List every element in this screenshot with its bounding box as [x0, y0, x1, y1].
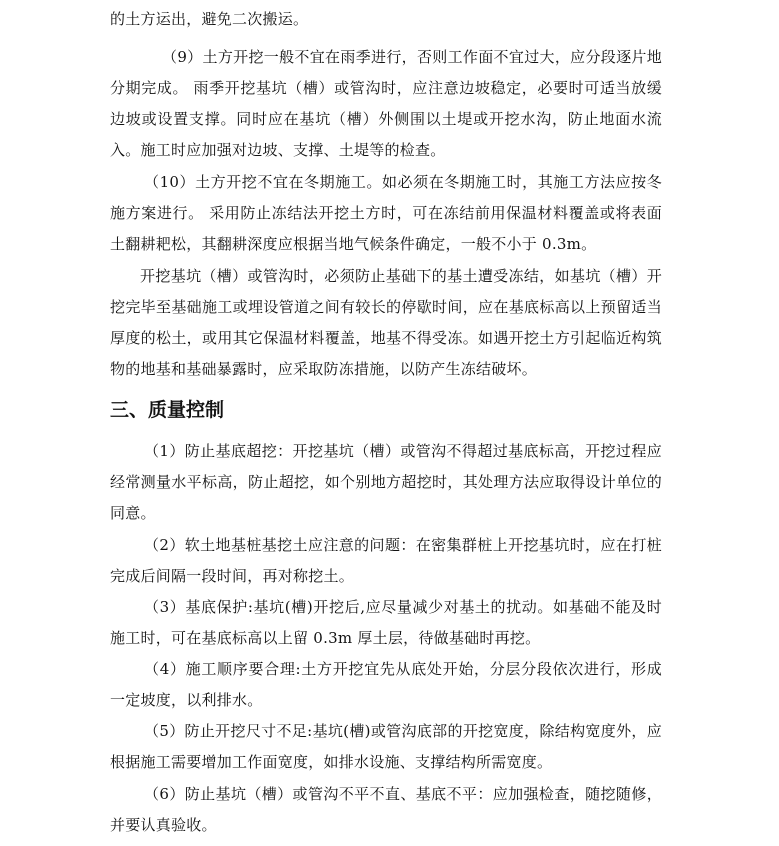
section-heading-quality-control: 三、质量控制: [110, 399, 225, 421]
quality-item-2: （2）软土地基桩基挖土应注意的问题：在密集群桩上开挖基坑时，应在打桩完成后间隔一段时间，再对称挖土。: [110, 536, 662, 585]
quality-item-1: （1）防止基底超挖：开挖基坑（槽）或管沟不得超过基底标高，开挖过程应经常测量水平标高，防止超挖，如个别地方超挖时，其处理方法应取得设计单位的同意。: [110, 442, 662, 522]
quality-item-3: （3）基底保护:基坑(槽)开挖后,应尽量减少对基土的扰动。如基础不能及时施工时，可在基底标高以上留 0.3m 厚土层，待做基础时再挖。: [110, 598, 662, 647]
paragraph-winter-note: 开挖基坑（槽）或管沟时，必须防止基础下的基土遭受冻结，如基坑（槽）开挖完毕至基础施工或埋设管道之间有较长的停歇时间，应在基底标高以上预留适当厚度的松土，或用其它保温材料覆盖，地基不得受冻。如遇开挖土方引起临近构筑物的地基和基础暴露时，应采取防冻措施，以防产生冻结破坏。: [110, 267, 662, 378]
quality-item-5: （5）防止开挖尺寸不足:基坑(槽)或管沟底部的开挖宽度，除结构宽度外，应根据施工需要增加工作面宽度，如排水设施、支撑结构所需宽度。: [110, 722, 662, 771]
quality-item-4: （4）施工顺序要合理:土方开挖宜先从底处开始，分层分段依次进行，形成一定坡度，以利排水。: [110, 660, 662, 709]
paragraph-item-10: （10）土方开挖不宜在冬期施工。如必须在冬期施工时，其施工方法应按冬施方案进行。 采用防止冻结法开挖土方时，可在冻结前用保温材料覆盖或将表面土翻耕耙松，其翻耕深度应根据当地气候条件确定，一般不小于 0.3m。: [110, 173, 662, 253]
paragraph-item-9: （9）土方开挖一般不宜在雨季进行，否则工作面不宜过大，应分段逐片地分期完成。 雨季开挖基坑（槽）或管沟时，应注意边坡稳定，必要时可适当放缓边坡或设置支撑。同时应在基坑（槽）外侧围以土堤或开挖水沟，防止地面水流入。施工时应加强对边坡、支撑、土堤等的检查。: [110, 48, 662, 159]
paragraph-continuation: 的土方运出，避免二次搬运。: [110, 10, 309, 28]
quality-item-6: （6）防止基坑（槽）或管沟不平不直、基底不平：应加强检查，随挖随修，并要认真验收。: [110, 785, 662, 834]
